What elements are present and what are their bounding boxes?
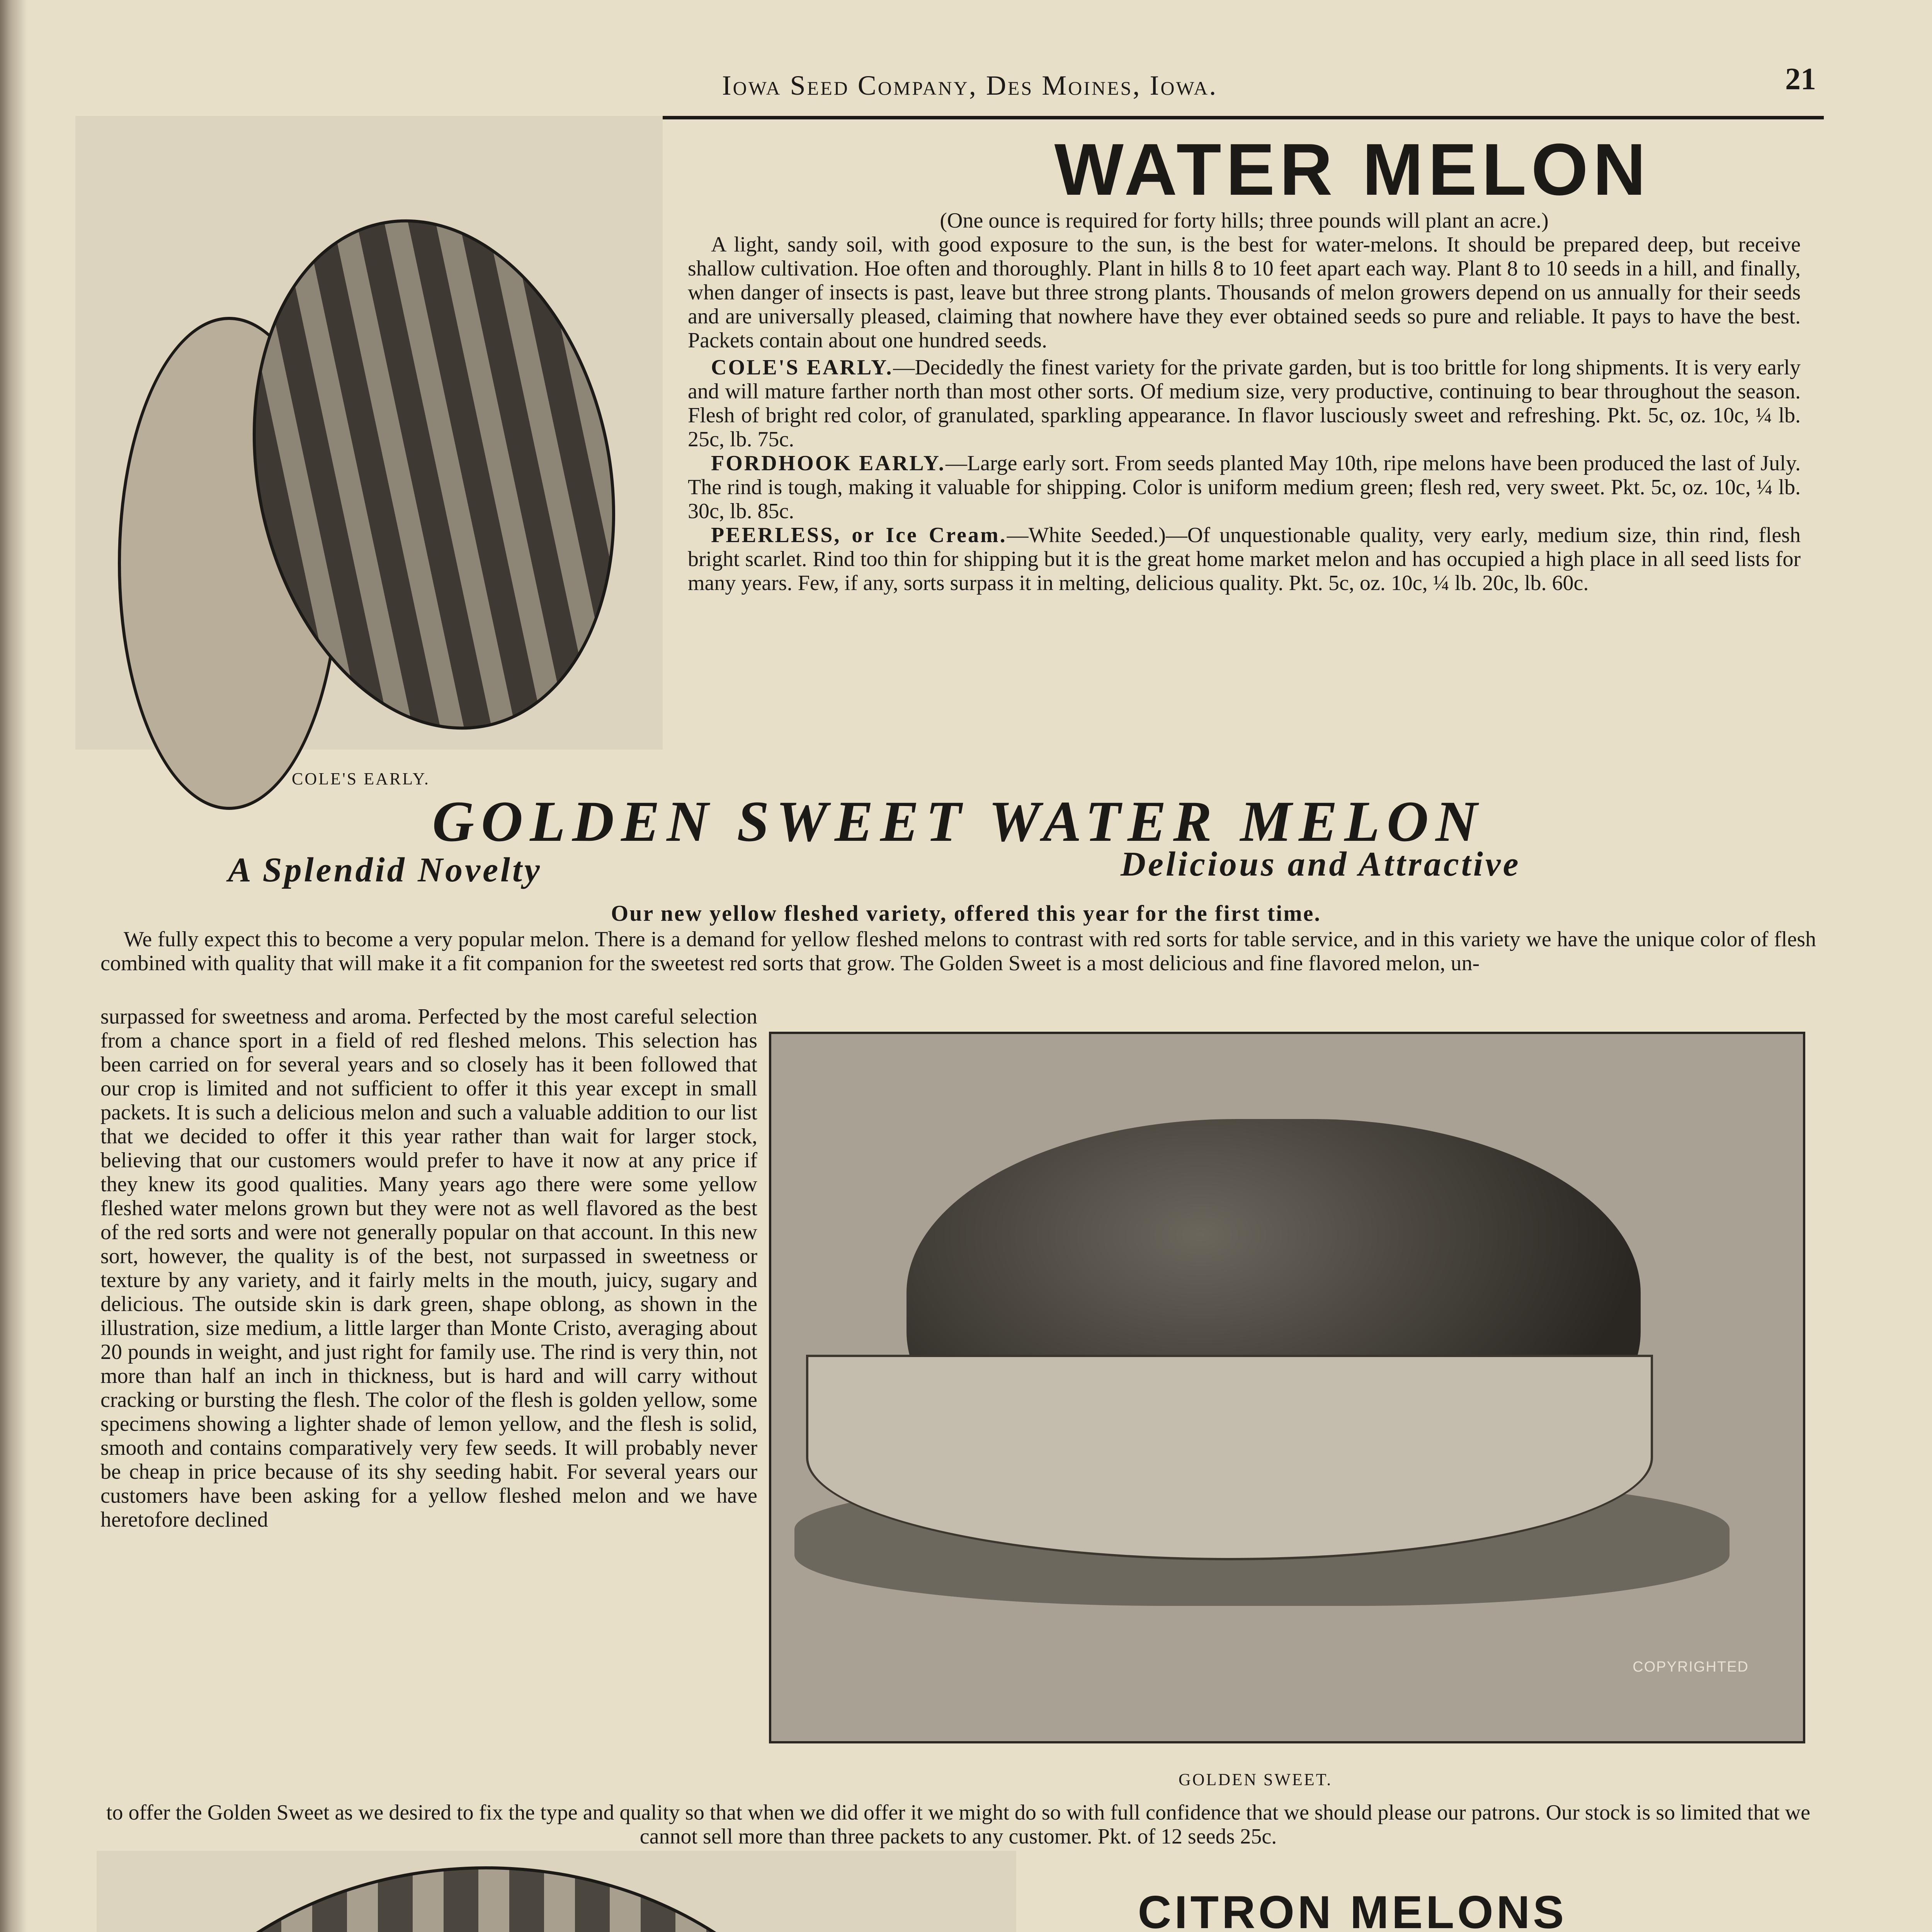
planting-note: (One ounce is required for forty hills; three pounds will plant an acre.) bbox=[940, 209, 1549, 233]
variety-name: PEERLESS, or Ice Cream. bbox=[711, 523, 1007, 547]
page-number: 21 bbox=[1785, 62, 1816, 96]
page-header bbox=[116, 46, 1824, 119]
water-melon-intro bbox=[688, 209, 1801, 595]
water-melon-heading: WATER MELON bbox=[1054, 129, 1651, 211]
golden-sweet-heading: GOLDEN SWEET WATER MELON bbox=[432, 789, 1485, 854]
golden-subtitle-left: A Splendid Novelty bbox=[228, 851, 542, 889]
golden-subtitle-right: Delicious and Attractive bbox=[1121, 845, 1521, 883]
golden-sweet-photo bbox=[769, 1032, 1805, 1743]
citron-melons-heading: CITRON MELONS bbox=[1138, 1886, 1567, 1932]
golden-closing: to offer the Golden Sweet as we desired to fix the type and quality so that when we did offer it we might do so with full confidence that we should please our patrons. Our stock is so limited that we cannot sell more than three packets to any customer. Pkt. of 12 seeds 25c. bbox=[106, 1801, 1811, 1849]
apple-pie-melon bbox=[112, 1866, 860, 1932]
variety-name: FORDHOOK EARLY. bbox=[711, 451, 946, 475]
variety-text: —White Seeded.)—Of unquestionable quality, very early, medium size, thin rind, flesh bright scarlet. Rind too thin for shipping but it is the great home market melon and has occupied a high place in all seed lists for many years. Few, if any, sorts surpass it in melting, delicious quality. Pkt. 5c, oz. 10c, ¼ lb. 20c, lb. 60c. bbox=[688, 523, 1801, 595]
coles-early-illustration bbox=[75, 116, 663, 788]
variety-text: —Large early sort. From seeds planted May 10th, ripe melons have been produced the last of July. The rind is tough, making it valuable for shipping. Color is uniform medium green; flesh red, very sweet. Pkt. 5c, oz. 10c, ¼ lb. 30c, lb. 85c. bbox=[688, 451, 1801, 523]
coles-early-caption: COLE'S EARLY. bbox=[292, 769, 430, 788]
golden-body: surpassed for sweetness and aroma. Perfected by the most careful selection from a chance sport in a field of red fleshed melons. This selection has been carried on for several years and so closely has it been followed that our crop is limited and not sufficient to offer it this year except in small packets. It is such a delicious melon and such a valuable addition to our list that we decided to offer it this year rather than wait for larger stock, believing that our customers would prefer to have it now at any price if they knew its good qualities. Many years ago there were some yellow fleshed water melons grown but they were not as well flavored as the best of the red sorts and were not generally popular on that account. In this new sort, however, the quality is of the best, not surpassed in sweetness or texture by any variety, and it fairly melts in the mouth, juicy, sugary and delicious. The outside skin is dark green, shape oblong, as shown in the illustration, size medium, a little larger than Monte Cristo, averaging about 20 pounds in weight, and just right for family use. The rind is very thin, not more than half an inch in thickness, but is hard and will carry without cracking or bursting the flesh. The color of the flesh is golden yellow, some specimens showing a lighter shade of lemon yellow, and the flesh is solid, smooth and contains comparatively very few seeds. It will probably never be cheap in price because of its shy seeding habit. For several years our customers have been asking for a yellow fleshed melon and we have heretofore declined bbox=[100, 1005, 757, 1532]
intro-text: A light, sandy soil, with good exposure to the sun, is the best for water-melons. It should be prepared deep, but receive shallow cultivation. Hoe often and thoroughly. Plant in hills 8 to 10 feet apart each way. Plant 8 to 10 seeds in a hill, and finally, when danger of insects is past, leave but three strong plants. Thousands of melon growers depend on us annually for their seeds and are universally pleased, claiming that nowhere have they ever obtained seeds so pure and reliable. It pays to have the best. Packets contain about one hundred seeds. bbox=[688, 233, 1801, 352]
golden-lead: We fully expect this to become a very popular melon. There is a demand for yellow fleshed melons to contrast with red sorts for table service, and in this variety we have the unique color of flesh combined with quality that will make it a fit companion for the sweetest red sorts that grow. The Golden Sweet is a most delicious and fine flavored melon, un- bbox=[100, 927, 1816, 975]
variety-fordhook-early bbox=[688, 451, 1801, 523]
copyright-mark: COPYRIGHTED bbox=[1633, 1659, 1749, 1675]
melon-slice bbox=[806, 1355, 1653, 1560]
publisher-title: Iowa Seed Company, Des Moines, Iowa. bbox=[722, 70, 1218, 101]
variety-coles-early bbox=[688, 355, 1801, 451]
book-spine-shadow bbox=[0, 0, 27, 1932]
golden-tagline: Our new yellow fleshed variety, offered this year for the first time. bbox=[611, 901, 1321, 926]
variety-text: —Decidedly the finest variety for the private garden, but is too brittle for long shipments. It is very early and will mature farther north than most other sorts. Of medium size, very productive, continuing to bear throughout the season. Flesh of bright red color, of granulated, sparkling appearance. In flavor lusciously sweet and refreshing. Pkt. 5c, oz. 10c, ¼ lb. 25c, lb. 75c. bbox=[688, 355, 1801, 451]
apple-pie-melon-illustration bbox=[97, 1851, 1016, 1932]
variety-name: COLE'S EARLY. bbox=[711, 355, 893, 379]
variety-peerless bbox=[688, 523, 1801, 595]
golden-sweet-caption: GOLDEN SWEET. bbox=[1179, 1770, 1333, 1789]
